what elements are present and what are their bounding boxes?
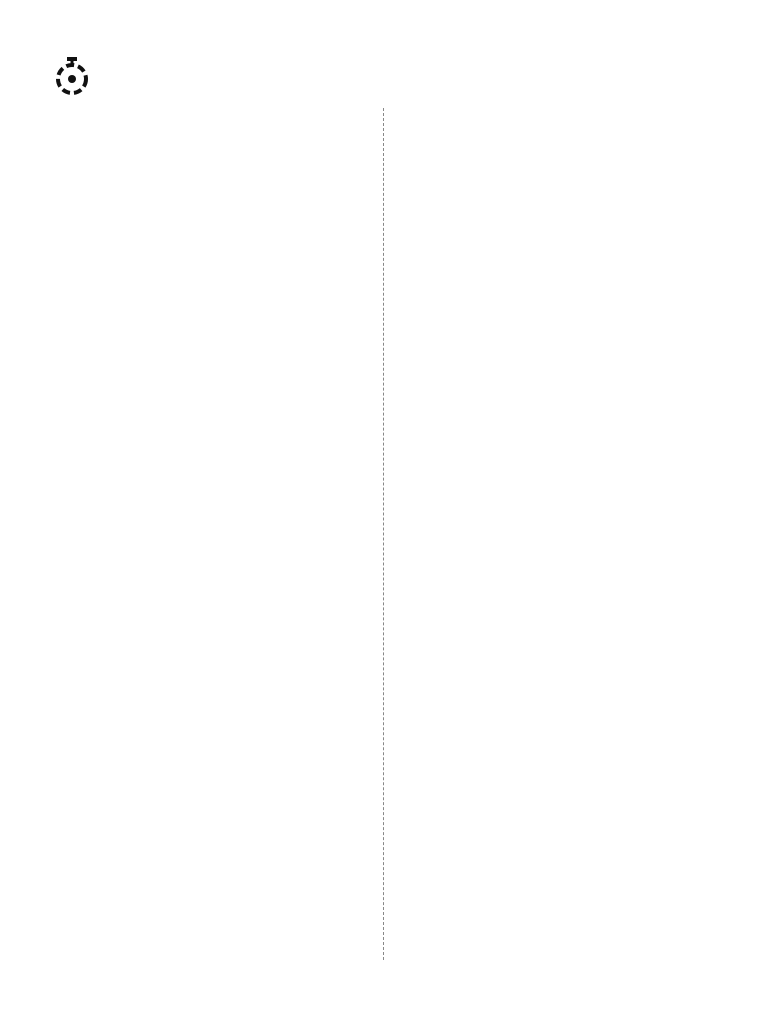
column-divider — [383, 108, 384, 960]
page-header — [52, 54, 106, 98]
stopwatch-icon — [52, 56, 92, 96]
side-copyright — [737, 954, 748, 960]
